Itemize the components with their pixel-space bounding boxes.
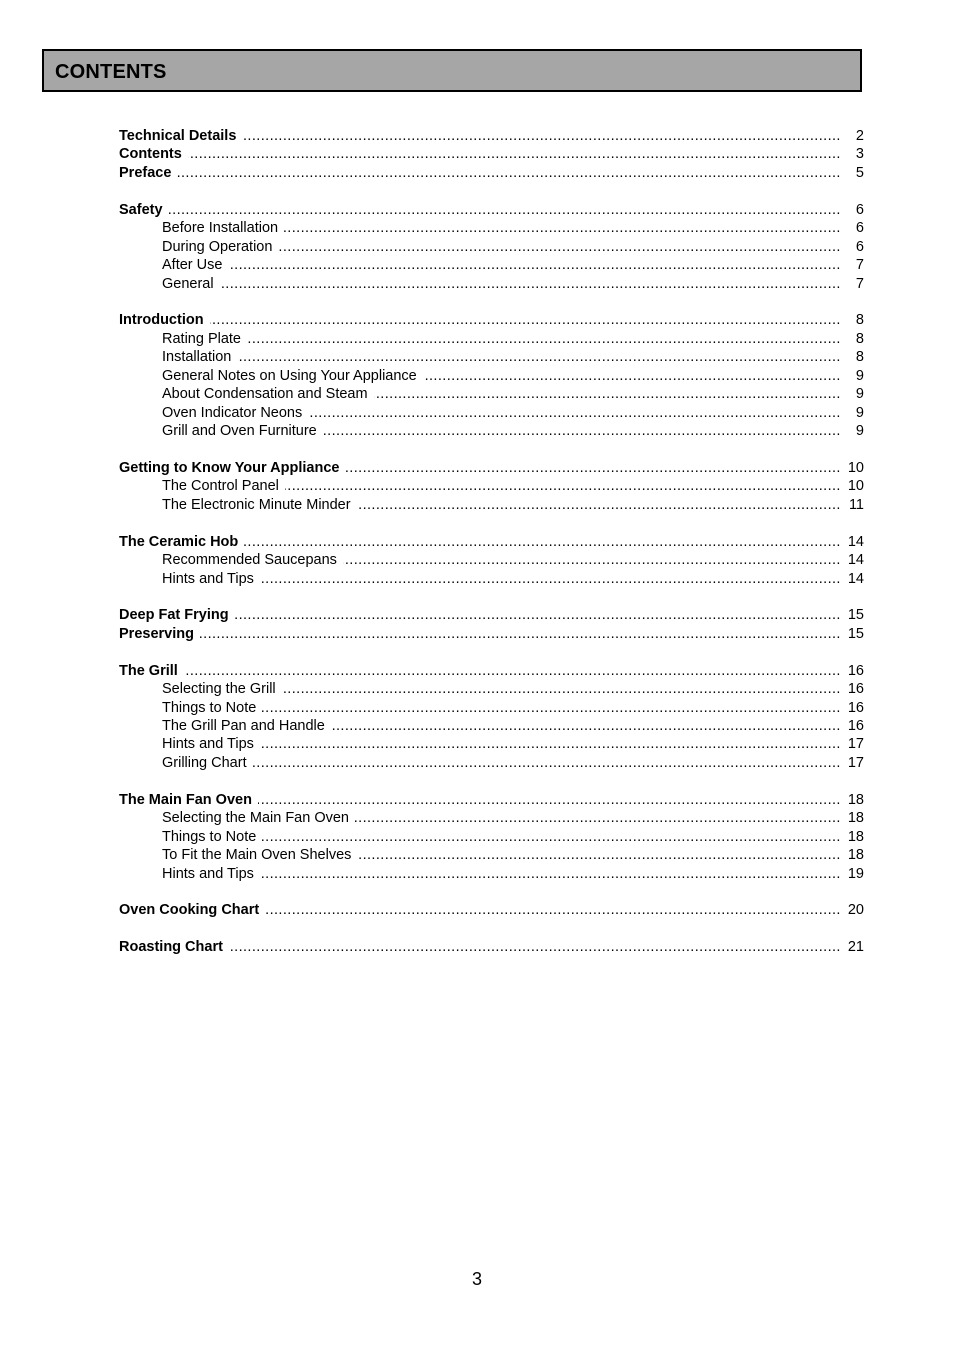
toc-entry[interactable] (119, 625, 864, 643)
toc-entry-page: 5 (840, 164, 864, 182)
toc-entry-label: Hints and Tips (119, 866, 260, 882)
toc-entry-page: 8 (840, 330, 864, 348)
toc-entry-label: Before Installation (119, 220, 284, 236)
toc-entry-page: 6 (840, 238, 864, 256)
toc-entry[interactable] (119, 865, 864, 883)
toc-entry-page: 9 (840, 385, 864, 403)
toc-entry-page: 16 (840, 699, 864, 717)
page-number: 3 (471, 1269, 482, 1289)
toc-entry-label: The Main Fan Oven (119, 792, 258, 808)
toc-entry-page: 21 (840, 938, 864, 956)
toc-entry-page: 6 (840, 219, 864, 237)
toc-entry-page: 9 (840, 367, 864, 385)
toc-entry-label: The Control Panel (119, 478, 285, 494)
toc-entry[interactable] (119, 606, 864, 624)
toc-entry[interactable] (119, 348, 864, 366)
dot-leader (119, 662, 840, 680)
toc-entry[interactable] (119, 846, 864, 864)
toc-entry[interactable] (119, 404, 864, 422)
toc-entry-label: Grill and Oven Furniture (119, 423, 323, 439)
toc-entry-label: To Fit the Main Oven Shelves (119, 847, 357, 863)
toc-entry-page: 18 (840, 791, 864, 809)
toc-entry-label: Preserving (119, 626, 200, 642)
toc-entry-label: Oven Indicator Neons (119, 405, 308, 421)
toc-entry-label: General Notes on Using Your Appliance (119, 368, 423, 384)
toc-entry-page: 2 (840, 127, 864, 145)
dot-leader (119, 311, 840, 329)
toc-entry-label: Installation (119, 349, 237, 365)
toc-entry-page: 16 (840, 680, 864, 698)
toc-entry-page: 11 (840, 496, 864, 514)
dot-leader (119, 145, 840, 163)
toc-entry-label: General (119, 276, 220, 292)
toc-entry-label: During Operation (119, 239, 278, 255)
toc-entry-label: Safety (119, 202, 169, 218)
toc-entry-label: Things to Note (119, 829, 262, 845)
toc-entry-label: Grilling Chart (119, 755, 253, 771)
toc-entry-page: 18 (840, 809, 864, 827)
toc-entry[interactable] (119, 127, 864, 145)
toc-entry-page: 18 (840, 846, 864, 864)
toc-entry-page: 16 (840, 717, 864, 735)
toc-entry[interactable] (119, 551, 864, 569)
toc-entry[interactable] (119, 791, 864, 809)
toc-entry-page: 19 (840, 865, 864, 883)
toc-entry[interactable] (119, 717, 864, 735)
toc-entry-page: 14 (840, 570, 864, 588)
toc-entry-page: 7 (840, 256, 864, 274)
toc-entry-page: 7 (840, 275, 864, 293)
toc-entry-label: The Ceramic Hob (119, 534, 244, 550)
toc-entry[interactable] (119, 662, 864, 680)
toc-entry-page: 10 (840, 459, 864, 477)
toc-entry[interactable] (119, 699, 864, 717)
toc-entry[interactable] (119, 145, 864, 163)
contents-header-bar (42, 49, 862, 92)
toc-entry-label: After Use (119, 257, 228, 273)
toc-entry-label: Getting to Know Your Appliance (119, 460, 345, 476)
toc-entry[interactable] (119, 680, 864, 698)
toc-entry[interactable] (119, 201, 864, 219)
toc-entry[interactable] (119, 238, 864, 256)
toc-entry[interactable] (119, 570, 864, 588)
toc-entry[interactable] (119, 809, 864, 827)
toc-entry[interactable] (119, 422, 864, 440)
toc-entry[interactable] (119, 754, 864, 772)
toc-entry-label: The Grill Pan and Handle (119, 718, 331, 734)
toc-entry-page: 8 (840, 311, 864, 329)
toc-entry-label: Hints and Tips (119, 571, 260, 587)
toc-entry[interactable] (119, 330, 864, 348)
toc-entry-label: Contents (119, 146, 188, 162)
toc-entry-page: 9 (840, 422, 864, 440)
toc-entry[interactable] (119, 496, 864, 514)
toc-entry-label: Deep Fat Frying (119, 607, 235, 623)
toc-entry-label: The Grill (119, 663, 184, 679)
toc-entry-page: 14 (840, 533, 864, 551)
page-title: CONTENTS (55, 61, 167, 83)
toc-entry-page: 8 (840, 348, 864, 366)
toc-entry-label: Selecting the Main Fan Oven (119, 810, 355, 826)
toc-entry-page: 17 (840, 754, 864, 772)
toc-entry[interactable] (119, 275, 864, 293)
toc-entry[interactable] (119, 477, 864, 495)
toc-entry-label: Preface (119, 165, 177, 181)
toc-entry[interactable] (119, 735, 864, 753)
toc-entry-label: Selecting the Grill (119, 681, 282, 697)
toc-entry-page: 6 (840, 201, 864, 219)
toc-entry-label: Hints and Tips (119, 736, 260, 752)
toc-entry-label: The Electronic Minute Minder (119, 497, 357, 513)
toc-entry-label: Rating Plate (119, 331, 247, 347)
toc-entry-page: 10 (840, 477, 864, 495)
toc-entry[interactable] (119, 459, 864, 477)
toc-entry-page: 3 (840, 145, 864, 163)
toc-entry-label: Recommended Saucepans (119, 552, 343, 568)
toc-entry-page: 9 (840, 404, 864, 422)
toc-entry-label: Introduction (119, 312, 210, 328)
toc-entry-label: Technical Details (119, 128, 242, 144)
toc-entry[interactable] (119, 533, 864, 551)
toc-entry-page: 18 (840, 828, 864, 846)
dot-leader (119, 625, 840, 643)
toc-entry-page: 16 (840, 662, 864, 680)
toc-entry-page: 20 (840, 901, 864, 919)
toc-entry-page: 14 (840, 551, 864, 569)
toc-entry[interactable] (119, 219, 864, 237)
toc-entry[interactable] (119, 901, 864, 919)
toc-entry-page: 15 (840, 606, 864, 624)
toc-entry-page: 15 (840, 625, 864, 643)
toc-entry[interactable] (119, 938, 864, 956)
toc-entry-page: 17 (840, 735, 864, 753)
toc-entry[interactable] (119, 367, 864, 385)
dot-leader (119, 164, 840, 182)
table-of-contents (119, 127, 864, 957)
toc-entry-label: About Condensation and Steam (119, 386, 374, 402)
toc-entry-label: Things to Note (119, 700, 262, 716)
toc-entry[interactable] (119, 385, 864, 403)
toc-entry[interactable] (119, 256, 864, 274)
toc-entry-label: Oven Cooking Chart (119, 902, 265, 918)
toc-entry[interactable] (119, 164, 864, 182)
toc-entry[interactable] (119, 828, 864, 846)
dot-leader (119, 275, 840, 293)
toc-entry-label: Roasting Chart (119, 939, 229, 955)
toc-entry[interactable] (119, 311, 864, 329)
dot-leader (119, 201, 840, 219)
